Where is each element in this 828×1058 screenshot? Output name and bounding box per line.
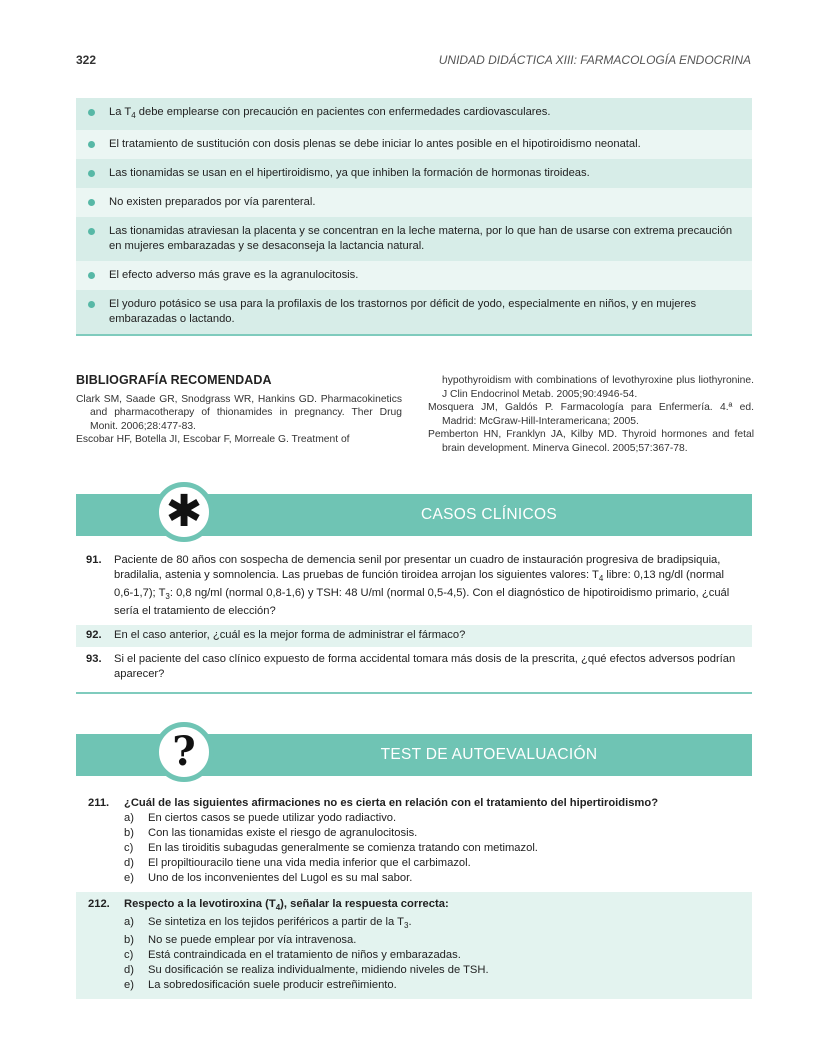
summary-text: El efecto adverso más grave es la agranulocitosis. — [109, 269, 359, 282]
answer-option — [76, 933, 752, 948]
option-letter: a) — [124, 916, 134, 929]
question-badge — [154, 722, 214, 782]
option-text: Está contraindicada en el tratamiento de niños y embarazadas. — [148, 949, 461, 962]
summary-item — [76, 159, 752, 188]
summary-text: Las tionamidas se usan en el hipertiroidismo, ya que inhiben la formación de hormonas tiroideas. — [109, 167, 590, 180]
subscript: 4 — [131, 111, 136, 121]
option-letter: c) — [124, 842, 134, 854]
case-number: 93. — [86, 653, 102, 666]
answer-option — [76, 811, 752, 826]
bibliography-ref: Escobar HF, Botella JI, Escobar F, Morreale G. Treatment of — [76, 434, 350, 446]
summary-item — [76, 98, 752, 130]
summary-text: El yoduro potásico se usa para la profilaxis de los trastornos por déficit de yodo, especialmente en niños, y en mujeres embarazadas o lactando. — [109, 298, 697, 326]
case-text: En el caso anterior, ¿cuál es la mejor forma de administrar el fármaco? — [114, 629, 466, 642]
question-text-pre: Respecto a la levotiroxina (T — [124, 898, 276, 910]
subscript: 3 — [404, 921, 409, 931]
bibliography-heading: BIBLIOGRAFÍA RECOMENDADA — [76, 373, 272, 387]
answer-option — [76, 841, 752, 856]
summary-item — [76, 261, 752, 290]
question-211 — [76, 796, 752, 892]
summary-box — [76, 98, 752, 336]
case-item — [76, 649, 752, 686]
option-text: Uno de los inconvenientes del Lugol es su mal sabor. — [148, 872, 413, 884]
bullet-icon — [88, 141, 95, 148]
bullet-icon — [88, 199, 95, 206]
bibliography-ref: Pemberton HN, Franklyn JA, Kilby MD. Thyroid hormones and fetal brain development. Minerva Ginecol. 2005;57:367-78. — [428, 429, 754, 454]
question-number: 211. — [88, 797, 110, 809]
bullet-icon — [88, 109, 95, 116]
summary-text-post: debe emplearse con precaución en pacientes con enfermedades cardiovasculares. — [135, 106, 551, 118]
summary-text: Las tionamidas atraviesan la placenta y se concentran en la leche materna, por lo que han de usarse con extrema precaución en mujeres embarazadas y se desaconseja la lactancia natural. — [109, 225, 733, 253]
summary-item — [76, 290, 752, 334]
answer-option — [76, 948, 752, 963]
option-text-pre: Se sintetiza en los tejidos periféricos a partir de la T — [148, 916, 404, 929]
case-item — [76, 625, 752, 647]
bibliography-ref: Clark SM, Saade GR, Snodgrass WR, Hankins GD. Pharmacokinetics and pharmacotherapy of thionamides in pregnancy. Ther Drug Monit. 2006;28:477-83. — [76, 393, 402, 432]
option-letter: d) — [124, 857, 134, 869]
bibliography-ref: Mosquera JM, Galdós P. Farmacología para Enfermería. 4.ª ed. Madrid: McGraw-Hill-Interamericana; 2005. — [428, 402, 754, 427]
running-header: UNIDAD DIDÁCTICA XIII: FARMACOLOGÍA ENDOCRINA — [438, 53, 751, 67]
question-mark-icon: ? — [172, 728, 196, 775]
option-text-post: . — [408, 916, 412, 929]
casos-clinicos-banner — [76, 486, 752, 537]
question-number: 212. — [88, 898, 110, 910]
answer-option — [76, 871, 752, 886]
subscript: 4 — [275, 903, 281, 913]
option-text: En las tiroiditis subagudas generalmente se comienza tratando con metimazol. — [148, 842, 538, 854]
option-letter: d) — [124, 964, 134, 977]
answer-option — [76, 915, 752, 933]
case-number: 91. — [86, 554, 102, 566]
option-text: No se puede emplear por vía intravenosa. — [148, 934, 357, 947]
summary-text-pre: La T — [109, 106, 132, 118]
case-text: Si el paciente del caso clínico expuesto de forma accidental tomara más dosis de la prescrita, ¿qué efectos adversos podrían aparecer? — [114, 653, 736, 681]
case-number: 92. — [86, 629, 102, 642]
subscript: 4 — [598, 574, 604, 584]
case-text-3: : 0,8 ng/ml (normal 0,8-1,6) y TSH: 48 U/ml (normal 0,5-4,5). Con el diagnóstico de hipotiroidismo primario, ¿cuál sería el tratamiento de elección? — [114, 587, 730, 618]
asterisk-badge — [154, 482, 214, 542]
summary-item — [76, 217, 752, 261]
question-heading — [76, 897, 752, 915]
asterisk-icon: ✱ — [165, 486, 203, 537]
case-item — [76, 550, 752, 623]
section-title: TEST DE AUTOEVALUACIÓN — [380, 746, 598, 763]
option-letter: a) — [124, 812, 134, 824]
test-autoevaluacion-banner — [76, 728, 752, 776]
option-letter: b) — [124, 934, 134, 947]
option-letter: e) — [124, 979, 134, 992]
answer-option — [76, 856, 752, 871]
bullet-icon — [88, 272, 95, 279]
subscript: 3 — [165, 592, 170, 602]
answer-option — [76, 826, 752, 841]
bullet-icon — [88, 170, 95, 177]
question-text-post: ), señalar la respuesta correcta: — [280, 898, 449, 910]
answer-option — [76, 963, 752, 978]
bullet-icon — [88, 228, 95, 235]
case-text-2: libre: 0,13 ng/dl (normal 0,6-1,7); T — [114, 569, 724, 600]
option-text: El propiltiouracilo tiene una vida media inferior que el carbimazol. — [148, 857, 471, 869]
question-212 — [76, 892, 752, 999]
case-text-1: Paciente de 80 años con sospecha de demencia senil por presentar un cuadro de instauración progresiva de bradipsiquia, bradilalia, astenia y somnolencia. Las pruebas de función tiroidea arrojan los siguientes valores: T — [114, 554, 721, 581]
question-text: ¿Cuál de las siguientes afirmaciones no es cierta en relación con el tratamiento del hipertiroidismo? — [124, 797, 659, 809]
question-heading — [76, 796, 752, 811]
option-text: En ciertos casos se puede utilizar yodo radiactivo. — [148, 812, 397, 824]
summary-text: El tratamiento de sustitución con dosis plenas se debe iniciar lo antes posible en el hipotiroidismo neonatal. — [109, 138, 641, 151]
option-letter: e) — [124, 872, 134, 884]
bibliography-right-column — [428, 374, 754, 456]
option-text: La sobredosificación suele producir estreñimiento. — [148, 979, 397, 992]
option-letter: c) — [124, 949, 134, 962]
bibliography-left-column — [76, 374, 402, 447]
summary-item — [76, 130, 752, 159]
summary-text: No existen preparados por vía parenteral. — [109, 196, 316, 209]
summary-item — [76, 188, 752, 217]
section-title: CASOS CLÍNICOS — [421, 506, 557, 523]
bibliography-ref-continued: hypothyroidism with combinations of levothyroxine plus liothyronine. J Clin Endocrinol Metab. 2005;90:4946-54. — [442, 375, 754, 400]
option-text: Su dosificación se realiza individualmente, midiendo niveles de TSH. — [148, 964, 489, 977]
answer-option — [76, 978, 752, 993]
bullet-icon — [88, 301, 95, 308]
page-number: 322 — [76, 53, 97, 67]
option-letter: b) — [124, 827, 134, 839]
clinical-cases — [76, 550, 752, 694]
option-text: Con las tionamidas existe el riesgo de agranulocitosis. — [148, 827, 418, 839]
